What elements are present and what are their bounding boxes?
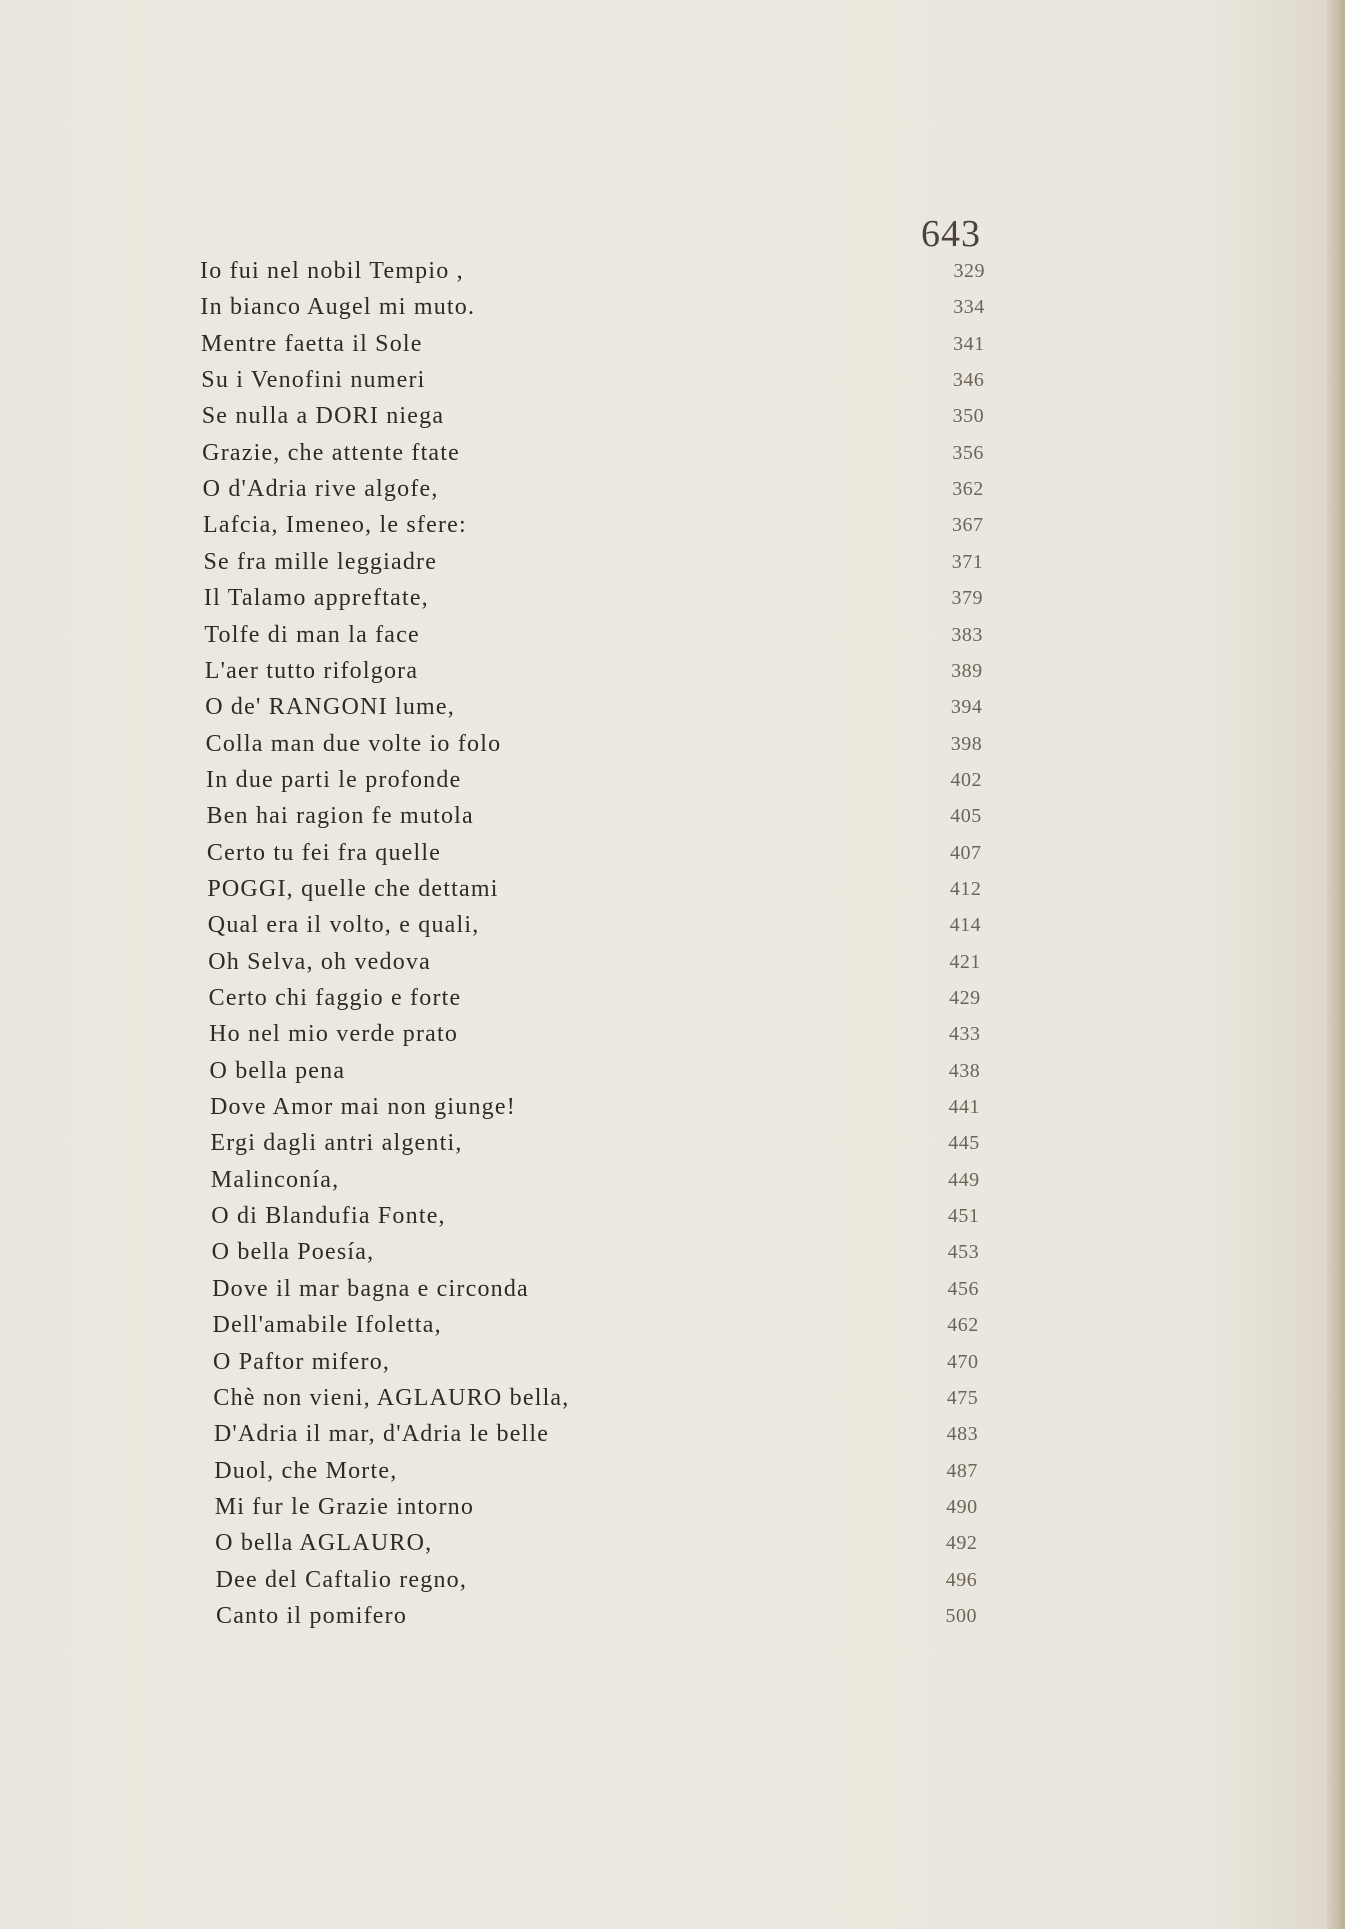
toc-entry-title: Colla man due volte io folo <box>205 730 502 757</box>
toc-entry-title: Il Talamo appreftate, <box>203 585 429 612</box>
toc-entry <box>0 912 1345 948</box>
toc-entry-page-number: 445 <box>948 1132 980 1155</box>
toc-entry-page-number: 350 <box>952 405 985 428</box>
toc-entry <box>0 1276 1345 1312</box>
toc-entry <box>0 585 1345 621</box>
toc-entry <box>0 1567 1345 1603</box>
toc-entry-page-number: 492 <box>945 1532 978 1555</box>
toc-entry-page-number: 407 <box>950 841 982 864</box>
toc-entry-page-number: 456 <box>947 1277 979 1300</box>
toc-entry <box>0 1603 1345 1639</box>
toc-entry <box>0 1458 1345 1494</box>
toc-entry <box>0 985 1345 1021</box>
toc-entry-title: Dee del Caftalio regno, <box>215 1566 468 1593</box>
toc-entry-title: Ben hai ragion fe mutola <box>206 803 474 830</box>
toc-entry-page-number: 367 <box>951 514 984 537</box>
toc-entry-page-number: 334 <box>953 296 985 319</box>
toc-entry-title: Se fra mille leggiadre <box>203 548 438 575</box>
toc-entry <box>0 258 1345 294</box>
toc-entry <box>0 476 1345 512</box>
toc-entry-page-number: 421 <box>949 950 981 973</box>
toc-entry <box>0 1239 1345 1275</box>
toc-entry-title: Se nulla a DORI niega <box>201 403 445 430</box>
toc-entry-title: O bella Poesía, <box>211 1239 375 1266</box>
toc-entry-page-number: 379 <box>951 587 984 610</box>
toc-entry-page-number: 441 <box>948 1096 981 1119</box>
toc-entry <box>0 1167 1345 1203</box>
toc-entry <box>0 294 1345 330</box>
toc-entry <box>0 622 1345 658</box>
toc-entry-title: O di Blandufia Fonte, <box>211 1203 446 1230</box>
toc-entry <box>0 1530 1345 1566</box>
toc-entry-title: Tolfe di man la face <box>204 621 420 648</box>
toc-entry-page-number: 414 <box>949 914 982 937</box>
toc-entry-page-number: 402 <box>950 768 982 791</box>
toc-entry <box>0 1385 1345 1421</box>
toc-entry <box>0 440 1345 476</box>
toc-entry-title: Grazie, che attente ftate <box>202 439 461 466</box>
page-number: 643 <box>921 213 981 255</box>
toc-entry-page-number: 383 <box>951 623 983 646</box>
toc-entry-page-number: 462 <box>947 1314 979 1337</box>
toc-entry-page-number: 449 <box>948 1168 980 1191</box>
toc-entry <box>0 731 1345 767</box>
toc-entry-title: Dove Amor mai non giunge! <box>209 1094 516 1121</box>
toc-entry-title: In due parti le profonde <box>206 766 462 793</box>
toc-entry-page-number: 429 <box>949 987 981 1009</box>
toc-entry-page-number: 398 <box>950 732 983 755</box>
toc-entry <box>0 1021 1345 1057</box>
toc-entry <box>0 658 1345 694</box>
toc-entry-page-number: 405 <box>950 805 982 828</box>
toc-entry-title: Lafcia, Imeneo, le sfere: <box>203 512 467 539</box>
toc-entry-page-number: 433 <box>948 1023 981 1046</box>
toc-entry-page-number: 341 <box>953 332 985 355</box>
toc-entry <box>0 403 1345 439</box>
toc-entry <box>0 1058 1345 1094</box>
toc-entry-title: Qual era il volto, e quali, <box>207 912 480 939</box>
toc-entry-title: Ho nel mio verde prato <box>209 1021 459 1048</box>
toc-entry <box>0 549 1345 585</box>
toc-entry-title: O de' RANGONI lume, <box>205 694 455 721</box>
toc-entry-page-number: 389 <box>951 659 983 682</box>
toc-entry-page-number: 496 <box>945 1568 978 1591</box>
toc-entry-title: Dove il mar bagna e circonda <box>212 1275 529 1302</box>
toc-entry-title: O Paftor mifero, <box>212 1348 391 1375</box>
toc-entry-page-number: 412 <box>949 877 982 900</box>
toc-entry-title: Malinconía, <box>210 1166 340 1193</box>
toc-entry-title: Io fui nel nobil Tempio , <box>200 258 464 284</box>
toc-entry <box>0 367 1345 403</box>
toc-entry <box>0 949 1345 985</box>
toc-entry-page-number: 453 <box>947 1241 980 1264</box>
toc-entry-page-number: 394 <box>950 696 983 719</box>
toc-entry-title: Certo chi faggio e forte <box>208 985 462 1011</box>
toc-entry-title: In bianco Augel mi muto. <box>200 294 476 321</box>
toc-entry <box>0 1130 1345 1166</box>
toc-entry-page-number: 362 <box>952 478 984 501</box>
toc-entry <box>0 1349 1345 1385</box>
toc-entry-title: Mentre faetta il Sole <box>200 330 423 357</box>
toc-entry-page-number: 487 <box>946 1459 978 1482</box>
toc-entry <box>0 1312 1345 1348</box>
toc-entry-title: Certo tu fei fra quelle <box>206 839 442 866</box>
toc-entry-page-number: 329 <box>953 260 985 282</box>
toc-entry-title: Dell'amabile Ifoletta, <box>212 1312 442 1339</box>
toc-entry-page-number: 451 <box>947 1205 980 1228</box>
toc-entry-title: O bella pena <box>209 1057 346 1084</box>
toc-entry-title: Su i Venofini numeri <box>201 367 426 394</box>
toc-entry-page-number: 371 <box>951 550 984 573</box>
toc-entry <box>0 331 1345 367</box>
toc-entry-title: L'aer tutto rifolgora <box>204 657 419 684</box>
toc-entry-title: O d'Adria rive algofe, <box>202 476 439 503</box>
toc-entry-page-number: 356 <box>952 441 984 464</box>
toc-entry <box>0 1094 1345 1130</box>
toc-entry-page-number: 346 <box>952 369 985 392</box>
toc-entry-title: POGGI, quelle che dettami <box>207 875 499 902</box>
toc-entry-title: Chè non vieni, AGLAURO bella, <box>213 1384 570 1411</box>
toc-entry-title: Mi fur le Grazie intorno <box>214 1493 475 1520</box>
toc-entry <box>0 876 1345 912</box>
toc-entry-title: Ergi dagli antri algenti, <box>210 1130 463 1157</box>
toc-entry-title: O bella AGLAURO, <box>215 1530 433 1557</box>
toc-entry <box>0 803 1345 839</box>
toc-entry <box>0 1494 1345 1530</box>
toc-entry <box>0 512 1345 548</box>
toc-entry-page-number: 438 <box>948 1059 981 1082</box>
toc-entry-title: D'Adria il mar, d'Adria le belle <box>213 1421 550 1448</box>
toc-entry <box>0 767 1345 803</box>
toc-entry-page-number: 475 <box>946 1386 979 1409</box>
toc-entry-page-number: 483 <box>946 1423 979 1446</box>
toc-entry <box>0 694 1345 730</box>
toc-entry-title: Oh Selva, oh vedova <box>208 948 431 975</box>
toc-entry-page-number: 490 <box>946 1495 978 1518</box>
toc-entry <box>0 1421 1345 1457</box>
toc-entry <box>0 1203 1345 1239</box>
toc-entry-page-number: 500 <box>945 1604 977 1627</box>
toc-entry-title: Duol, che Morte, <box>214 1457 398 1484</box>
toc-entry-title: Canto il pomifero <box>216 1602 408 1629</box>
toc-entry-page-number: 470 <box>947 1350 979 1373</box>
toc-entry <box>0 840 1345 876</box>
